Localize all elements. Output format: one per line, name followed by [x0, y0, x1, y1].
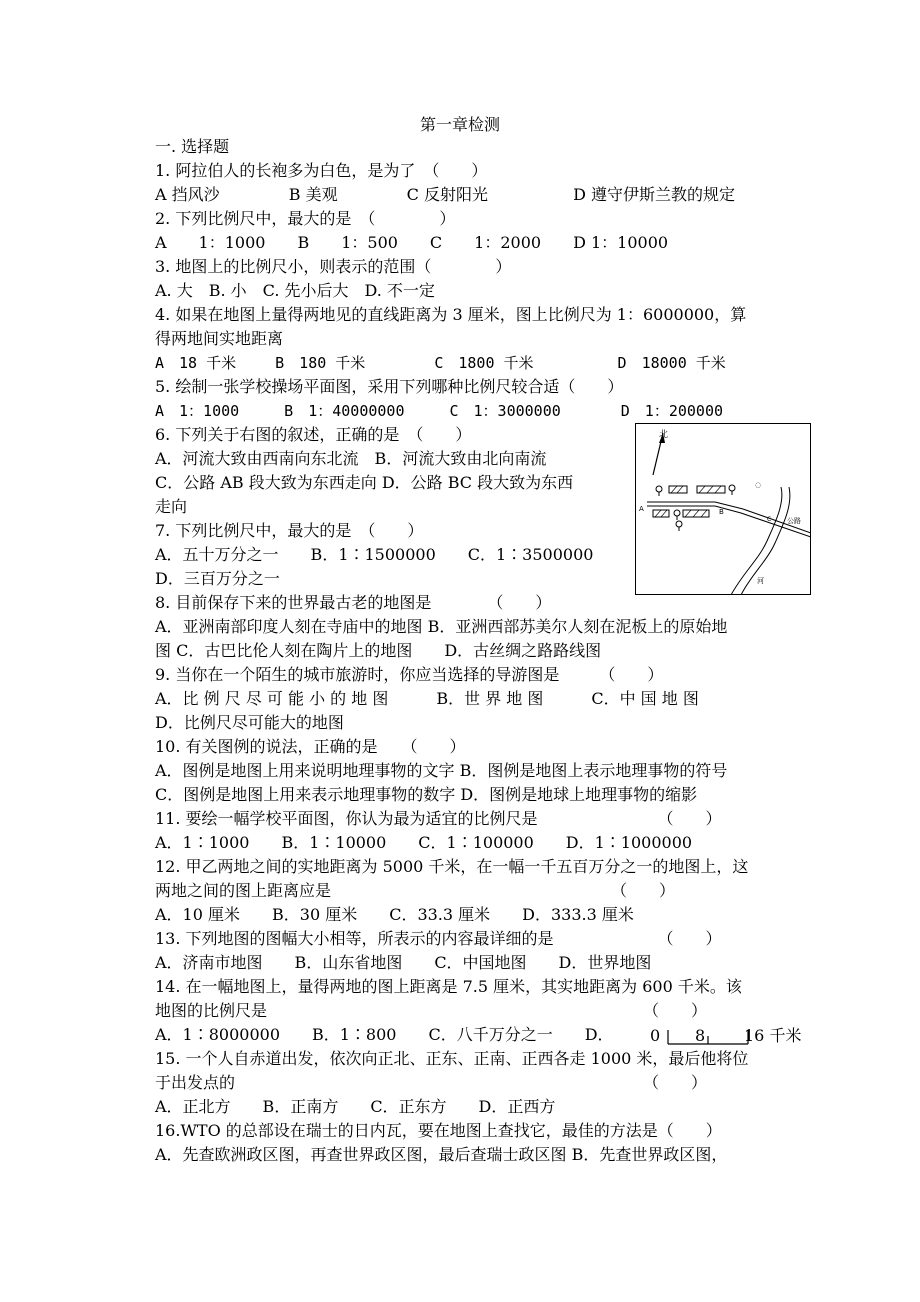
- scale-label-0: 0: [650, 1026, 661, 1045]
- question-15-cont: 于出发点的 （ ）: [155, 1073, 708, 1092]
- point-b-label: B: [719, 508, 724, 516]
- question-5: 5. 绘制一张学校操场平面图，采用下列哪种比例尺较合适（ ）: [155, 377, 624, 396]
- question-16-options: A．先查欧洲政区图，再查世界政区图，最后查瑞士政区图 B．先查世界政区图，: [155, 1145, 728, 1164]
- scale-label-8: 8: [695, 1026, 706, 1045]
- question-12-cont: 两地之间的图上距离应是 （ ）: [155, 881, 676, 900]
- question-1-options: A 挡风沙 B 美观 C 反射阳光 D 遵守伊斯兰教的规定: [155, 185, 735, 204]
- question-10-options-ab: A．图例是地图上用来说明地理事物的文字 B．图例是地图上表示地理事物的符号: [155, 761, 728, 780]
- question-5-options: A 1：1000 B 1：40000000 C 1：3000000 D 1：200000: [155, 402, 724, 420]
- question-14-cont: 地图的比例尺是 （ ）: [155, 1001, 708, 1020]
- question-7-options: A．五十万分之一 B．1∶1500000 C．1∶3500000: [155, 545, 594, 564]
- question-12-options: A．10 厘米 B．30 厘米 C．33.3 厘米 D．333.3 厘米: [155, 905, 634, 924]
- section-heading: 一. 选择题: [155, 137, 230, 156]
- question-6-options-cd: C．公路 AB 段大致为东西走向 D．公路 BC 段大致为东西: [155, 473, 574, 492]
- question-11: 11. 要绘一幅学校平面图，你认为最为适宜的比例尺是 （ ）: [155, 809, 722, 828]
- scale-label-16: 16 千米: [744, 1026, 802, 1045]
- question-13: 13. 下列地图的图幅大小相等，所表示的内容最详细的是 （ ）: [155, 929, 722, 948]
- question-4: 4. 如果在地图上量得两地见的直线距离为 3 厘米，图上比例尺为 1：6000000，算: [155, 305, 747, 324]
- question-2: 2. 下列比例尺中，最大的是 （ ）: [155, 209, 456, 228]
- point-c-label: C: [767, 516, 772, 523]
- question-8-options-ab: A．亚洲南部印度人刻在寺庙中的地图 B．亚洲西部苏美尔人刻在泥板上的原始地: [155, 617, 728, 636]
- question-7: 7. 下列比例尺中，最大的是 （ ）: [155, 521, 424, 540]
- question-2-options: A 1：1000 B 1：500 C 1：2000 D 1：10000: [155, 233, 669, 252]
- question-14-options: A．1∶8000000 B．1∶800 C．八千万分之一 D．: [155, 1025, 614, 1044]
- question-15-options: A．正北方 B．正南方 C．正东方 D．正西方: [155, 1097, 556, 1116]
- question-7-options-d: D．三百万分之一: [155, 569, 280, 588]
- north-label: 北: [659, 430, 669, 440]
- question-6-options-ab: A．河流大致由西南向东北流 B．河流大致由北向南流: [155, 449, 547, 468]
- question-16: 16.WTO 的总部设在瑞士的日内瓦，要在地图上查找它，最佳的方法是（ ）: [155, 1121, 722, 1140]
- point-a-label: A: [639, 505, 644, 513]
- question-14: 14. 在一幅地图上，量得两地的图上距离是 7.5 厘米，其实地距离为 600 千米。该: [155, 977, 742, 996]
- question-4-cont: 得两地间实地距离: [155, 329, 284, 348]
- road-label: 公路: [787, 517, 801, 525]
- question-6: 6. 下列关于右图的叙述，正确的是 （ ）: [155, 425, 472, 444]
- question-9-options-d: D．比例尺尽可能大的地图: [155, 713, 344, 732]
- question-8: 8. 目前保存下来的世界最古老的地图是 （ ）: [155, 593, 552, 612]
- question-3-options: A. 大 B. 小 C. 先小后大 D. 不一定: [155, 281, 435, 300]
- question-8-options-cd: 图 C．古巴比伦人刻在陶片上的地图 D．古丝绸之路路线图: [155, 641, 602, 660]
- question-10-options-cd: C．图例是地图上用来表示地理事物的数字 D．图例是地球上地理事物的缩影: [155, 785, 698, 804]
- question-9: 9. 当你在一个陌生的城市旅游时，你应当选择的导游图是 （ ）: [155, 665, 664, 684]
- question-4-options: A 18 千米 B 180 千米 C 1800 千米 D 18000 千米: [155, 354, 726, 372]
- question-12: 12. 甲乙两地之间的实地距离为 5000 千米，在一幅一千五百万分之一的地图上，这: [155, 857, 749, 876]
- question-10: 10. 有关图例的说法，正确的是 （ ）: [155, 737, 466, 756]
- question-15: 15. 一个人自赤道出发，依次向正北、正东、正南、正西各走 1000 米，最后他将位: [155, 1049, 749, 1068]
- page-title: 第一章检测: [419, 115, 500, 134]
- question-1: 1. 阿拉伯人的长袍多为白色，是为了 （ ）: [155, 161, 488, 180]
- question-13-options: A．济南市地图 B．山东省地图 C．中国地图 D．世界地图: [155, 953, 652, 972]
- svg-text:◌: ◌: [755, 481, 762, 489]
- question-9-options: A．比 例 尺 尽 可 能 小 的 地 图 B．世 界 地 图 C．中 国 地 图: [155, 689, 699, 708]
- map-figure: [635, 423, 811, 595]
- river-label: 河: [757, 577, 764, 585]
- question-11-options: A．1∶1000 B．1∶10000 C．1∶100000 D．1∶1000000: [155, 833, 693, 852]
- question-3: 3. 地图上的比例尺小，则表示的范围（ ）: [155, 257, 512, 276]
- question-6-options-cont: 走向: [155, 497, 188, 516]
- scale-bar: [640, 1022, 812, 1048]
